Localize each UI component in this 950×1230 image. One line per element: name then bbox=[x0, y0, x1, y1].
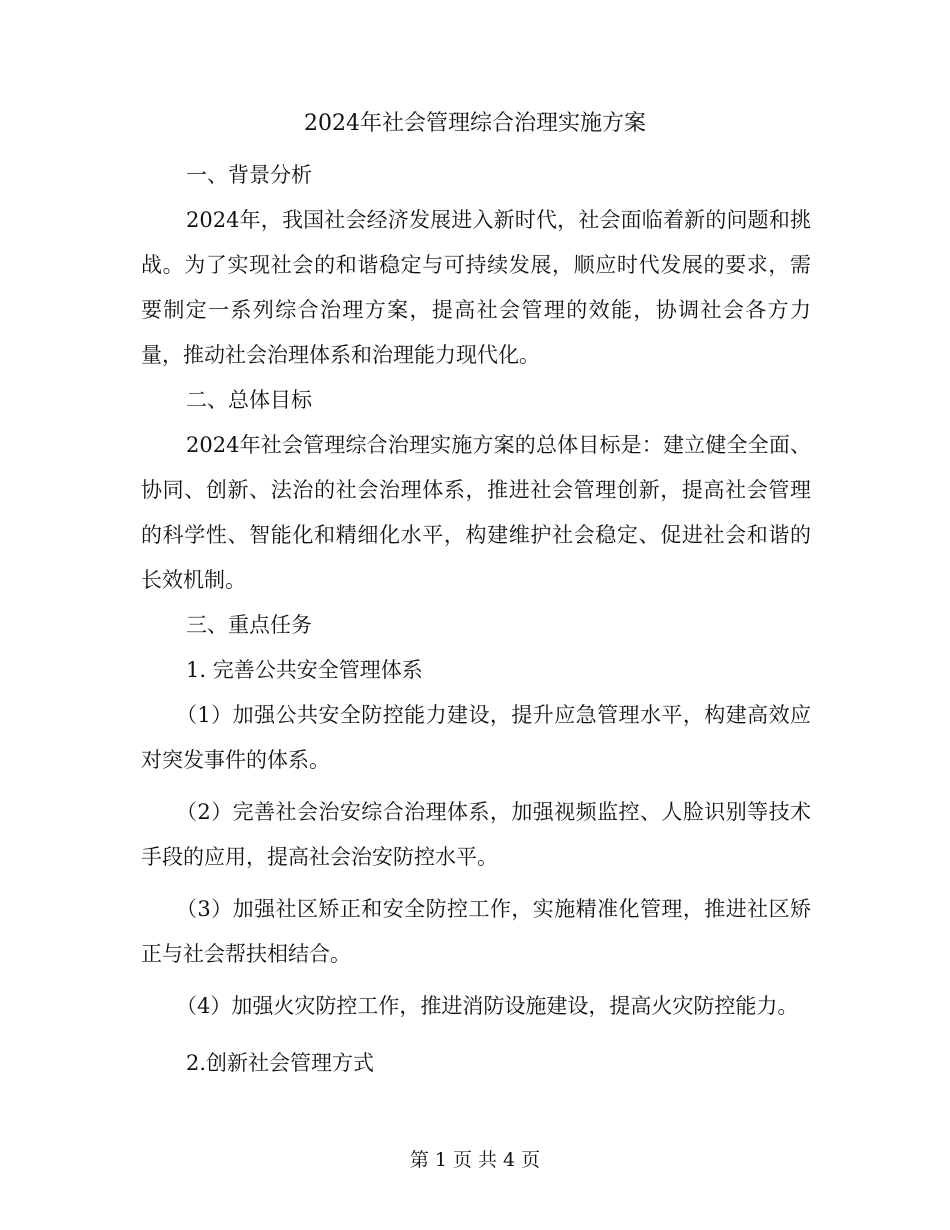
subsection-heading-task2: 2.创新社会管理方式 bbox=[186, 1051, 375, 1075]
section-heading-background: 一、背景分析 bbox=[186, 163, 312, 187]
task1-item-3: （3）加强社区矫正和安全防控工作，实施精准化管理，推进社区矫正与社会帮扶相结合。 bbox=[141, 897, 811, 966]
section-heading-tasks: 三、重点任务 bbox=[186, 613, 312, 637]
paragraph-background: 2024年，我国社会经济发展进入新时代，社会面临着新的问题和挑战。为了实现社会的和谐稳定与可持续发展，顺应时代发展的要求，需要制定一系列综合治理方案，提高社会管理的效能，协调社会各方力量，推动社会治理体系和治理能力现代化。 bbox=[141, 208, 811, 367]
paragraph-goals: 2024年社会管理综合治理实施方案的总体目标是：建立健全全面、协同、创新、法治的社会治理体系，推进社会管理创新，提高社会管理的科学性、智能化和精细化水平，构建维护社会稳定、促进社会和谐的长效机制。 bbox=[141, 433, 811, 592]
document-body bbox=[141, 153, 811, 1086]
task1-item-1: （1）加强公共安全防控能力建设，提升应急管理水平，构建高效应对突发事件的体系。 bbox=[141, 703, 811, 772]
task1-item-4: （4）加强火灾防控工作，推进消防设施建设，提高火灾防控能力。 bbox=[176, 994, 799, 1018]
task1-item-2: （2）完善社会治安综合治理体系，加强视频监控、人脸识别等技术手段的应用，提高社会治安防控水平。 bbox=[141, 800, 811, 869]
section-heading-goals: 二、总体目标 bbox=[186, 388, 312, 412]
page-number-footer: 第 1 页 共 4 页 bbox=[409, 1149, 541, 1171]
document-title: 2024年社会管理综合治理实施方案 bbox=[304, 111, 646, 136]
subsection-heading-task1: 1. 完善公共安全管理体系 bbox=[186, 658, 423, 682]
